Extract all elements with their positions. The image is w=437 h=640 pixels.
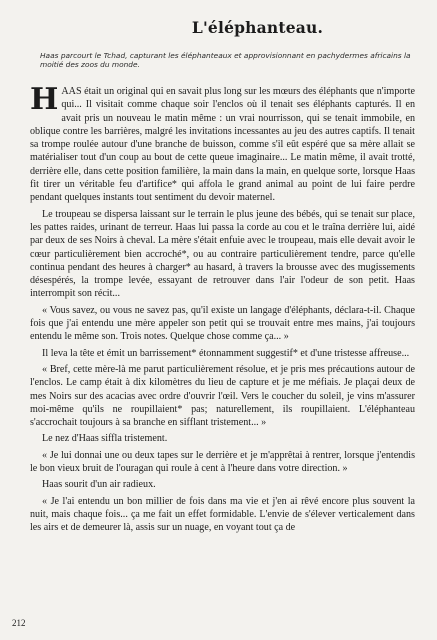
paragraph-4: Il leva la tête et émit un barrissement* étonnamment suggestif* et d'une tristesse affreuse... [42,347,410,359]
paragraph-8: Haas sourit d'un air radieux. [42,479,156,491]
paragraph-3: « Vous savez, ou vous ne savez pas, qu'il existe un langage d'éléphants, déclara-t-il. Chaque fois que j'ai entendu une mère appeler son petit qui se trouvait entre mes mains, j'ai toujours entendu le même son. Trois notes. Quelque chose comme ça... » [30,304,415,343]
paragraph-9: « Je l'ai entendu un bon millier de fois dans ma vie et j'en ai rêvé encore plus souvent la nuit, mais chaque fois... ça me fait un effet formidable. L'envie de s'élever verticalement dans les airs et de demeurer là, assis sur un nuage, en voyant tout ça de [30,495,415,534]
paragraph-7: « Je lui donnai une ou deux tapes sur le derrière et je m'apprêtai à rentrer, lorsque j'entendis le bon vieux bruit de l'ouragan qui roule à cent à l'heure dans votre direction. » [30,449,415,475]
paragraph-2: Le troupeau se dispersa laissant sur le terrain le plus jeune des bébés, qui se tenait sur place, les pattes raides, urinant de terreur. Haas lui passa la corde au cou et le traîna derrière lui, aidé par deux de ses Noirs à cheval. La mère s'était enfuie avec le troupeau, mais elle devait avoir le cœur particulièrement bien accroché*, ou au contraire particulièrement tendre, parce qu'elle continua pendant des heures à charger* au hasard, à travers la brousse avec des mugissements désespérés, la trompe levée, essayant de retrouver dans l'air l'odeur de son petit. Haas interrompit son récit... [30,208,415,300]
paragraph-6: Le nez d'Haas siffla tristement. [42,433,168,445]
page-number: 212 [12,618,26,628]
body-text [30,82,415,535]
drop-cap: H [30,82,59,117]
intro-text: Haas parcourt le Tchad, capturant les éléphanteaux et approvisionnant en pachydermes africains la moitié des zoos du monde. [40,51,411,69]
paragraph-1 [30,82,415,205]
page-title: L'éléphanteau. [191,18,324,37]
paragraph-1-text: AAS était un original qui en savait plus long sur les mœurs des éléphants que n'importe qui... Il visitait comme chaque soir l'enclos où il tenait ses éléphants capturés. Il en avait pris un nouveau le matin même : un vrai nourrisson, qui se tenait immobile, en oblique contre les barrières, malgré les invitations incessantes au jeu des autres captifs. Il tenait sa trompe roulée autour d'une branche de buisson, comme s'il eût espéré que sa mère allait se matérialiser tout d'un coup au bout de cette queue imaginaire... Le matin même, il avait trotté, derrière elle, dans cette position familière, la main dans la main, en quelque sorte, lorsque Haas fit tirer un véritable feu d'artifice* qui affola le grand animal au point de lui faire perdre pendant quelques instants tout sentiment du devoir maternel. [30,86,415,204]
paragraph-5: « Bref, cette mère-là me parut particulièrement résolue, et je pris mes précautions autour de l'enclos. Le camp était à dix kilomètres du lieu de capture et je me méfiais. Je plaçai deux de mes Noirs sur des acacias avec ordre d'ouvrir l'œil. Vers le coucher du soleil, je vins m'assurer moi-même qu'ils ne roupillaient* pas; naturellement, ils roupillaient. L'éléphanteau s'accrochait toujours à sa branche en sifflant tristement... » [30,363,415,429]
